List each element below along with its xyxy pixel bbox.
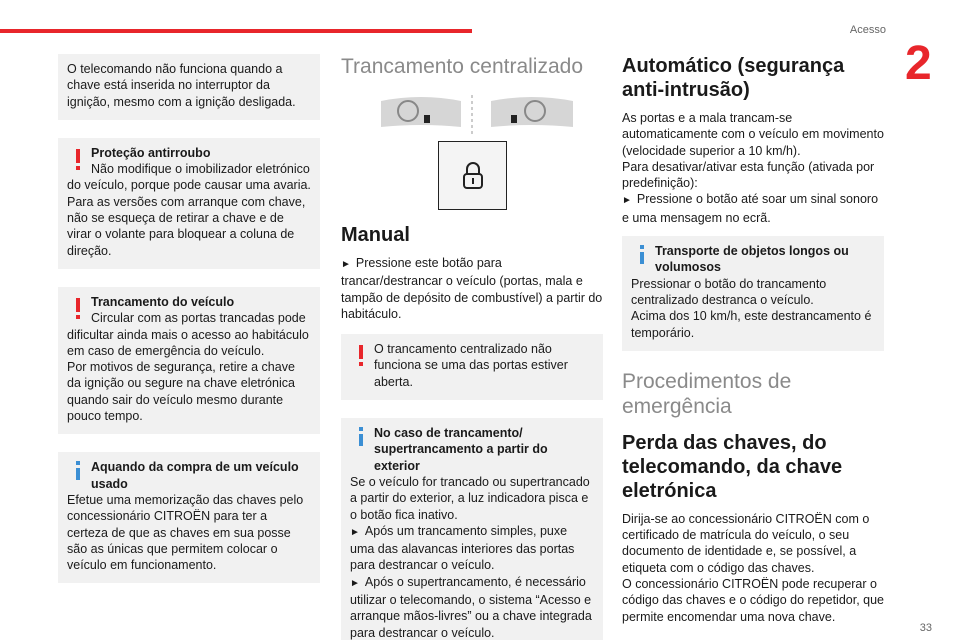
lost-keys-text: O concessionário CITROËN pode recuperar o código das chaves e o código do repetidor, que permite encomendar uma nova chave. — [622, 577, 884, 624]
steering-wheel-illustration — [341, 91, 603, 141]
auto-text: Pressione o botão até soar um sinal sonoro e uma mensagem no ecrã. — [622, 192, 879, 225]
lock-icon — [461, 161, 485, 191]
chapter-number: 2 — [905, 37, 932, 90]
column-right — [622, 54, 884, 625]
dashboard-diagram — [341, 91, 603, 209]
warning-box-locking — [58, 287, 320, 434]
info-box-long-objects — [622, 236, 884, 351]
info-text-block — [350, 523, 594, 574]
warning-box-door-open — [341, 334, 603, 400]
info-text: Se o veículo for trancado ou supertrancado a partir do exterior, a luz indicadora pisca e o botão fica inativo. — [350, 474, 590, 522]
bullet-arrow-icon: ► — [350, 526, 360, 538]
column-left — [58, 54, 320, 601]
column-middle — [341, 54, 603, 640]
warning-text: O trancamento centralizado não funciona se uma das portas estiver aberta. — [374, 342, 568, 389]
section-title: Acesso — [849, 24, 886, 36]
manual-text: Pressione este botão para trancar/destrancar o veículo (portas, mala e tampão de depósito de combustível) a partir do habitáculo. — [341, 256, 603, 321]
manual-text-block — [341, 255, 603, 322]
info-box-exterior-locking — [341, 418, 603, 640]
section-heading: Trancamento centralizado — [341, 55, 584, 78]
note-text: O telecomando não funciona quando a chave está inserida no interruptor da ignição, mesmo com a ignição desligada. — [67, 62, 296, 109]
warning-text: Por motivos de segurança, retire a chave da ignição ou segure na chave eletrónica quando sair do veículo mesmo durante pouco tempo. — [67, 360, 295, 424]
manual-heading: Manual — [341, 224, 410, 246]
note-box — [58, 54, 320, 120]
warning-title: Trancamento do veículo — [91, 294, 235, 309]
warning-title: Proteção antirroubo — [91, 145, 211, 160]
warning-text: do veículo, porque pode causar uma avaria. Para as versões com arranque com chave, não se esqueça de retirar a chave e de virar o volante para bloquear a coluna de direção. — [67, 178, 311, 258]
auto-text-block — [622, 191, 884, 226]
info-text: Efetue uma memorização das chaves pelo concessionário CITROËN para ter a certeza de que as chaves em sua posse são as únicas que permitem colocar o veículo em funcionamento. — [67, 492, 304, 573]
info-box-used-vehicle — [58, 452, 320, 583]
lost-keys-text: Dirija-se ao concessionário CITROËN com o certificado de matrícula do veículo, o seu documento de identidade e, se possível, a etiqueta com o código das chaves. — [622, 511, 870, 575]
info-text: Após o supertrancamento, é necessário utilizar o telecomando, o sistema “Acesso e arranque mãos-livres” ou a chave integrada para destrancar o veículo. — [350, 574, 592, 640]
info-text-block — [350, 574, 594, 640]
auto-text: Para desativar/ativar esta função (ativada por predefinição): — [622, 159, 875, 191]
auto-heading: Automático (segurança anti-intrusão) — [622, 55, 845, 101]
page-number: 33 — [919, 622, 932, 634]
warning-line: Não modifique o imobilizador eletrónico — [91, 162, 310, 177]
auto-text: As portas e a mala trancam-se automaticamente com o veículo em movimento (velocidade superior a 10 km/h). — [622, 111, 884, 158]
top-accent-bar — [0, 29, 472, 33]
info-text: Pressionar o botão do trancamento centralizado destranca o veículo. — [631, 276, 827, 307]
warning-line: Circular com as portas trancadas pode — [91, 311, 306, 326]
info-text: Acima dos 10 km/h, este destrancamento é temporário. — [631, 309, 872, 340]
info-title: No caso de trancamento/ supertrancamento a partir do exterior — [374, 426, 548, 473]
bullet-arrow-icon: ► — [622, 195, 632, 207]
central-locking-button — [438, 141, 507, 210]
info-title: Transporte de objetos longos ou volumosos — [655, 244, 849, 275]
warning-box-antitheft — [58, 138, 320, 269]
section-heading: Procedimentos de emergência — [622, 369, 792, 418]
warning-text: dificultar ainda mais o acesso ao habitáculo em caso de emergência do veículo. — [67, 327, 309, 358]
bullet-arrow-icon: ► — [350, 577, 360, 589]
info-text: Após um trancamento simples, puxe uma das alavancas interiores das portas para destrancar o veículo. — [350, 523, 575, 573]
info-title: Aquando da compra de um veículo usado — [91, 460, 299, 491]
bullet-arrow-icon: ► — [341, 259, 351, 270]
lost-keys-heading: Perda das chaves, do telecomando, da chave eletrónica — [622, 431, 843, 502]
